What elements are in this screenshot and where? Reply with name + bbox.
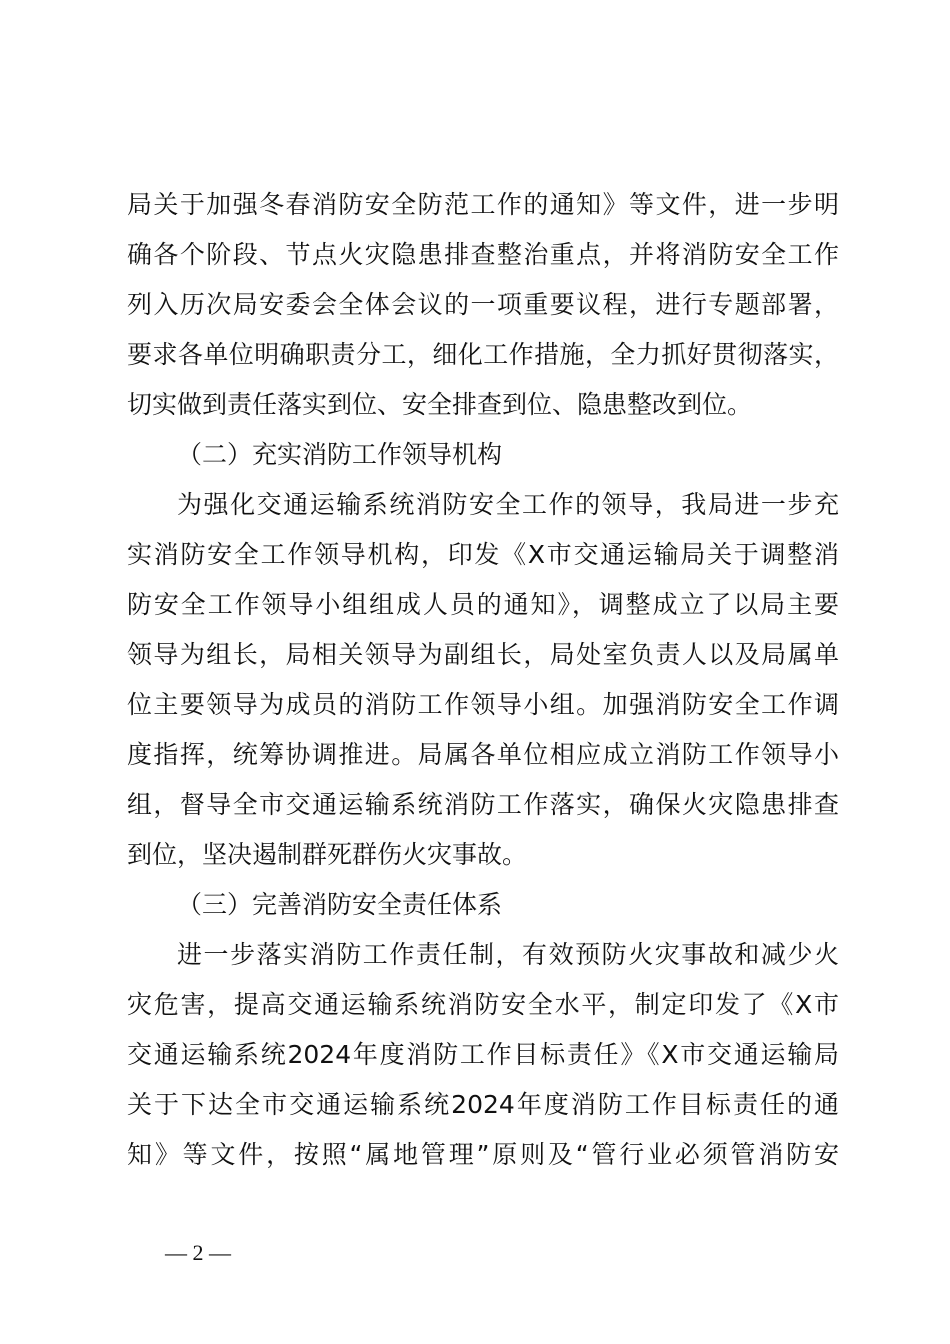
paragraph-continuation xyxy=(127,180,839,430)
heading-text: （三）完善消防安全责任体系 xyxy=(177,890,503,919)
section-heading xyxy=(127,880,839,930)
text-line: 交通运输系统2024年度消防工作目标责任》《X市交通运输局 xyxy=(127,1040,839,1069)
text-line: 防安全工作领导小组组成人员的通知》，调整成立了以局主要 xyxy=(127,590,839,619)
text-line: 进一步落实消防工作责任制，有效预防火灾事故和减少火 xyxy=(177,940,839,969)
text-line: 度指挥，统筹协调推进。局属各单位相应成立消防工作领导小 xyxy=(127,740,839,769)
text-line: 组，督导全市交通运输系统消防工作落实，确保火灾隐患排查 xyxy=(127,790,839,819)
paragraph xyxy=(127,480,839,880)
text-line: 实消防安全工作领导机构，印发《X市交通运输局关于调整消 xyxy=(127,540,839,569)
text-line: 列入历次局安委会全体会议的一项重要议程，进行专题部署， xyxy=(127,290,839,319)
text-line: 到位，坚决遏制群死群伤火灾事故。 xyxy=(127,840,528,869)
page-number: — 2 — xyxy=(165,1240,231,1265)
text-line: 关于下达全市交通运输系统2024年度消防工作目标责任的通 xyxy=(127,1090,839,1119)
text-line: 为强化交通运输系统消防安全工作的领导，我局进一步充 xyxy=(177,490,839,519)
text-line: 局关于加强冬春消防安全防范工作的通知》等文件，进一步明 xyxy=(127,190,839,219)
text-line: 领导为组长，局相关领导为副组长，局处室负责人以及局属单 xyxy=(127,640,839,669)
heading-text: （二）充实消防工作领导机构 xyxy=(177,440,503,469)
text-line: 知》等文件，按照“属地管理”原则及“管行业必须管消防安 xyxy=(127,1140,839,1169)
text-line: 确各个阶段、节点火灾隐患排查整治重点，并将消防安全工作 xyxy=(127,240,839,269)
text-line: 灾危害，提高交通运输系统消防安全水平，制定印发了《X市 xyxy=(127,990,839,1019)
document-body xyxy=(127,180,839,1180)
text-line: 要求各单位明确职责分工，细化工作措施，全力抓好贯彻落实， xyxy=(127,340,839,369)
text-line: 切实做到责任落实到位、安全排查到位、隐患整改到位。 xyxy=(127,390,753,419)
paragraph xyxy=(127,930,839,1180)
section-heading xyxy=(127,430,839,480)
text-line: 位主要领导为成员的消防工作领导小组。加强消防安全工作调 xyxy=(127,690,839,719)
